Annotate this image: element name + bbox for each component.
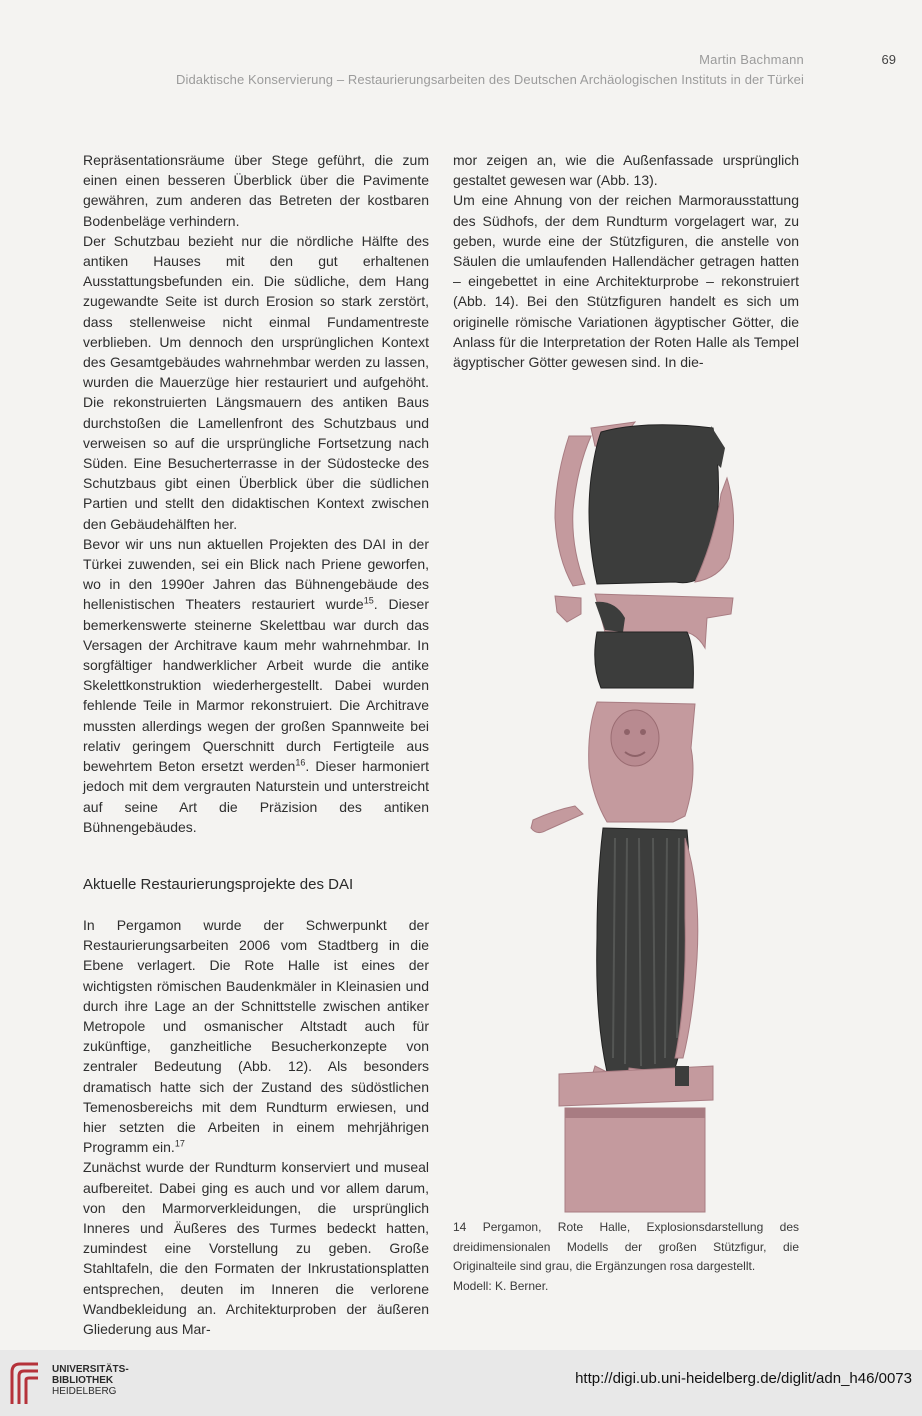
paragraph: Der Schutzbau bezieht nur die nördliche Hälfte des antiken Hauses mit den gut erhaltenen Ausstattungsbefunden ein. Die südliche, dem Hang zugewandte Seite ist durch Erosion so stark zerstört, dass stellenweise nicht einmal Fundamentreste verblieben. Um dennoch den ursprünglichen Kontext des Gesamtgebäudes wahrnehmbar werden zu lassen, wurden die Mauerzüge hier restauriert und aufgehöht. Die rekonstruierten Längsmauern des antiken Baus durchstoßen die Lamellenfront des Schutzbaus und verweisen so auf die ursprüngliche Fortsetzung nach Süden. Eine Besucherterrasse in der Südostecke des Schutzbaus gibt einen Überblick über die südlichen Partien und stellt den didaktischen Kontext zwischen den Gebäudehälften her. [83, 232, 429, 532]
caption-credit: Modell: K. Berner. [453, 1278, 549, 1293]
plinth-original [675, 1066, 689, 1086]
caption-text: 14 Pergamon, Rote Halle, Explosionsdarstellung des dreidimensionalen Modells der großen Stützfigur, die Originalteile sind grau, die Ergänzungen rosa dargestellt. [453, 1220, 799, 1273]
footnote-ref[interactable]: 17 [174, 1138, 185, 1149]
left-column [83, 150, 429, 837]
figure-caption [453, 1218, 799, 1296]
basket-rim-left [555, 436, 591, 586]
paragraph: Repräsentationsräume über Stege geführt, die zum einen einen besseren Überblick über die Pavimente gewähren, zum anderen das Betreten der kostbaren Bodenbeläge verhindern. [83, 152, 429, 229]
paragraph [83, 915, 429, 1157]
paragraph-text: . Dieser harmoniert jedoch mit dem vergrauten Naturstein und unterstreicht auf seine Art die Präzision des antiken Bühnengebäudes. [83, 758, 429, 835]
page-number: 69 [881, 52, 896, 67]
paragraph-text: In Pergamon wurde der Schwerpunkt der Restaurierungsarbeiten 2006 vom Stadtberg in die Ebene verlagert. Die Rote Halle ist eines der wichtigsten römischen Baudenkmäler in Kleinasien und durch ihre Lage an der Schnittstelle zwischen antiker Metropole und osmanischer Altstadt auch für zukünftige, ganzheitliche Besucherkonzepte von zentraler Bedeutung (Abb. 12). Als besonders dramatisch hatte sich der Zustand des südöstlichen Temenosbereichs mit dem Rundturm erwiesen, und hier setzten die Arbeiten in einem mehrjährigen Programm ein. [83, 917, 429, 1156]
lion-head [611, 710, 659, 766]
paragraph-text: Bevor wir uns nun aktuellen Projekten des DAI in der Türkei zuwenden, sei ein Blick nach Priene geworfen, wo in den 1990er Jahren das Bühnengebäude des hellenistischen Theaters restauriert wurde [83, 535, 429, 613]
paragraph: Zunächst wurde der Rundturm konserviert und museal aufbereitet. Dabei ging es auch und vor allem darum, von den Marmorverkleidungen, die ursprünglich Inneres und Äußeres des Turmes bedeckt hatten, zumindest eine Vorstellung zu geben. Große Stahltafeln, die den Formaten der Inkrustationsplatten entsprechen, deuten im Inneren die verlorene Wandbekleidung an. Architekturproben der äußeren Gliederung aus Mar- [83, 1159, 429, 1338]
plinth-top [559, 1066, 713, 1106]
right-column [453, 150, 799, 372]
figure-exploded-statue [525, 418, 750, 1214]
basket-core [589, 425, 719, 584]
header-author: Martin Bachmann [699, 52, 804, 67]
footnote-ref[interactable]: 15 [363, 595, 374, 606]
library-logo-icon [8, 1362, 44, 1406]
footnote-ref[interactable]: 16 [295, 757, 306, 768]
library-name-line: BIBLIOTHEK [52, 1375, 114, 1386]
paragraph: Um eine Ahnung von der reichen Marmorausstattung des Südhofs, der dem Rundturm vorgelagert war, zu geben, wurde eine der Stützfiguren, die anstelle von Säulen die umlaufenden Hallendächer getragen hatten – eingebettet in eine Architekturprobe – rekonstruiert (Abb. 14). Bei den Stützfiguren handelt es sich um originelle römische Variationen ägyptischer Götter, die Anlass für die Interpretation der Roten Halle als Tempel ägyptischer Götter gewesen sind. In die- [453, 192, 799, 371]
footer-bar [0, 1350, 922, 1416]
left-column-2 [83, 915, 429, 1339]
statue-model-illustration [525, 418, 750, 1214]
capital-block [595, 632, 694, 688]
lion-eye-left [624, 729, 630, 735]
lion-eye-right [640, 729, 646, 735]
section-heading: Aktuelle Restaurierungsprojekte des DAI [83, 876, 354, 893]
running-title: Didaktische Konservierung – Restaurierungsarbeiten des Deutschen Archäologischen Instituts in der Türkei [175, 72, 804, 87]
cornice-fragment-left [555, 596, 581, 622]
pedestal [565, 1108, 705, 1212]
source-url-link[interactable]: http://digi.ub.uni-heidelberg.de/diglit/adn_h46/0073 [575, 1370, 912, 1387]
statue-arm [531, 806, 583, 833]
paragraph: mor zeigen an, wie die Außenfassade ursprünglich gestaltet gewesen war (Abb. 13). [453, 152, 799, 189]
library-name-line: HEIDELBERG [52, 1386, 117, 1397]
paragraph [83, 534, 429, 837]
library-name-line: UNIVERSITÄTS- [52, 1364, 129, 1375]
paragraph-text: . Dieser bemerkenswerte steinerne Skelettbau war durch das Versagen der Architrave kaum mehr wahrnehmbar. In sorgfältiger handwerklicher Arbeit wurde die antike Skelettkonstruktion wiederhergestellt. Dabei wurden fehlende Teile in Marmor rekonstruiert. Die Architrave mussten allerdings wegen der großen Spannweite bei relativ geringem Querschnitt durch Fertigteile aus bewehrtem Beton ersetzt werden [83, 596, 430, 775]
library-name [52, 1364, 129, 1397]
pedestal-shade [565, 1108, 705, 1118]
